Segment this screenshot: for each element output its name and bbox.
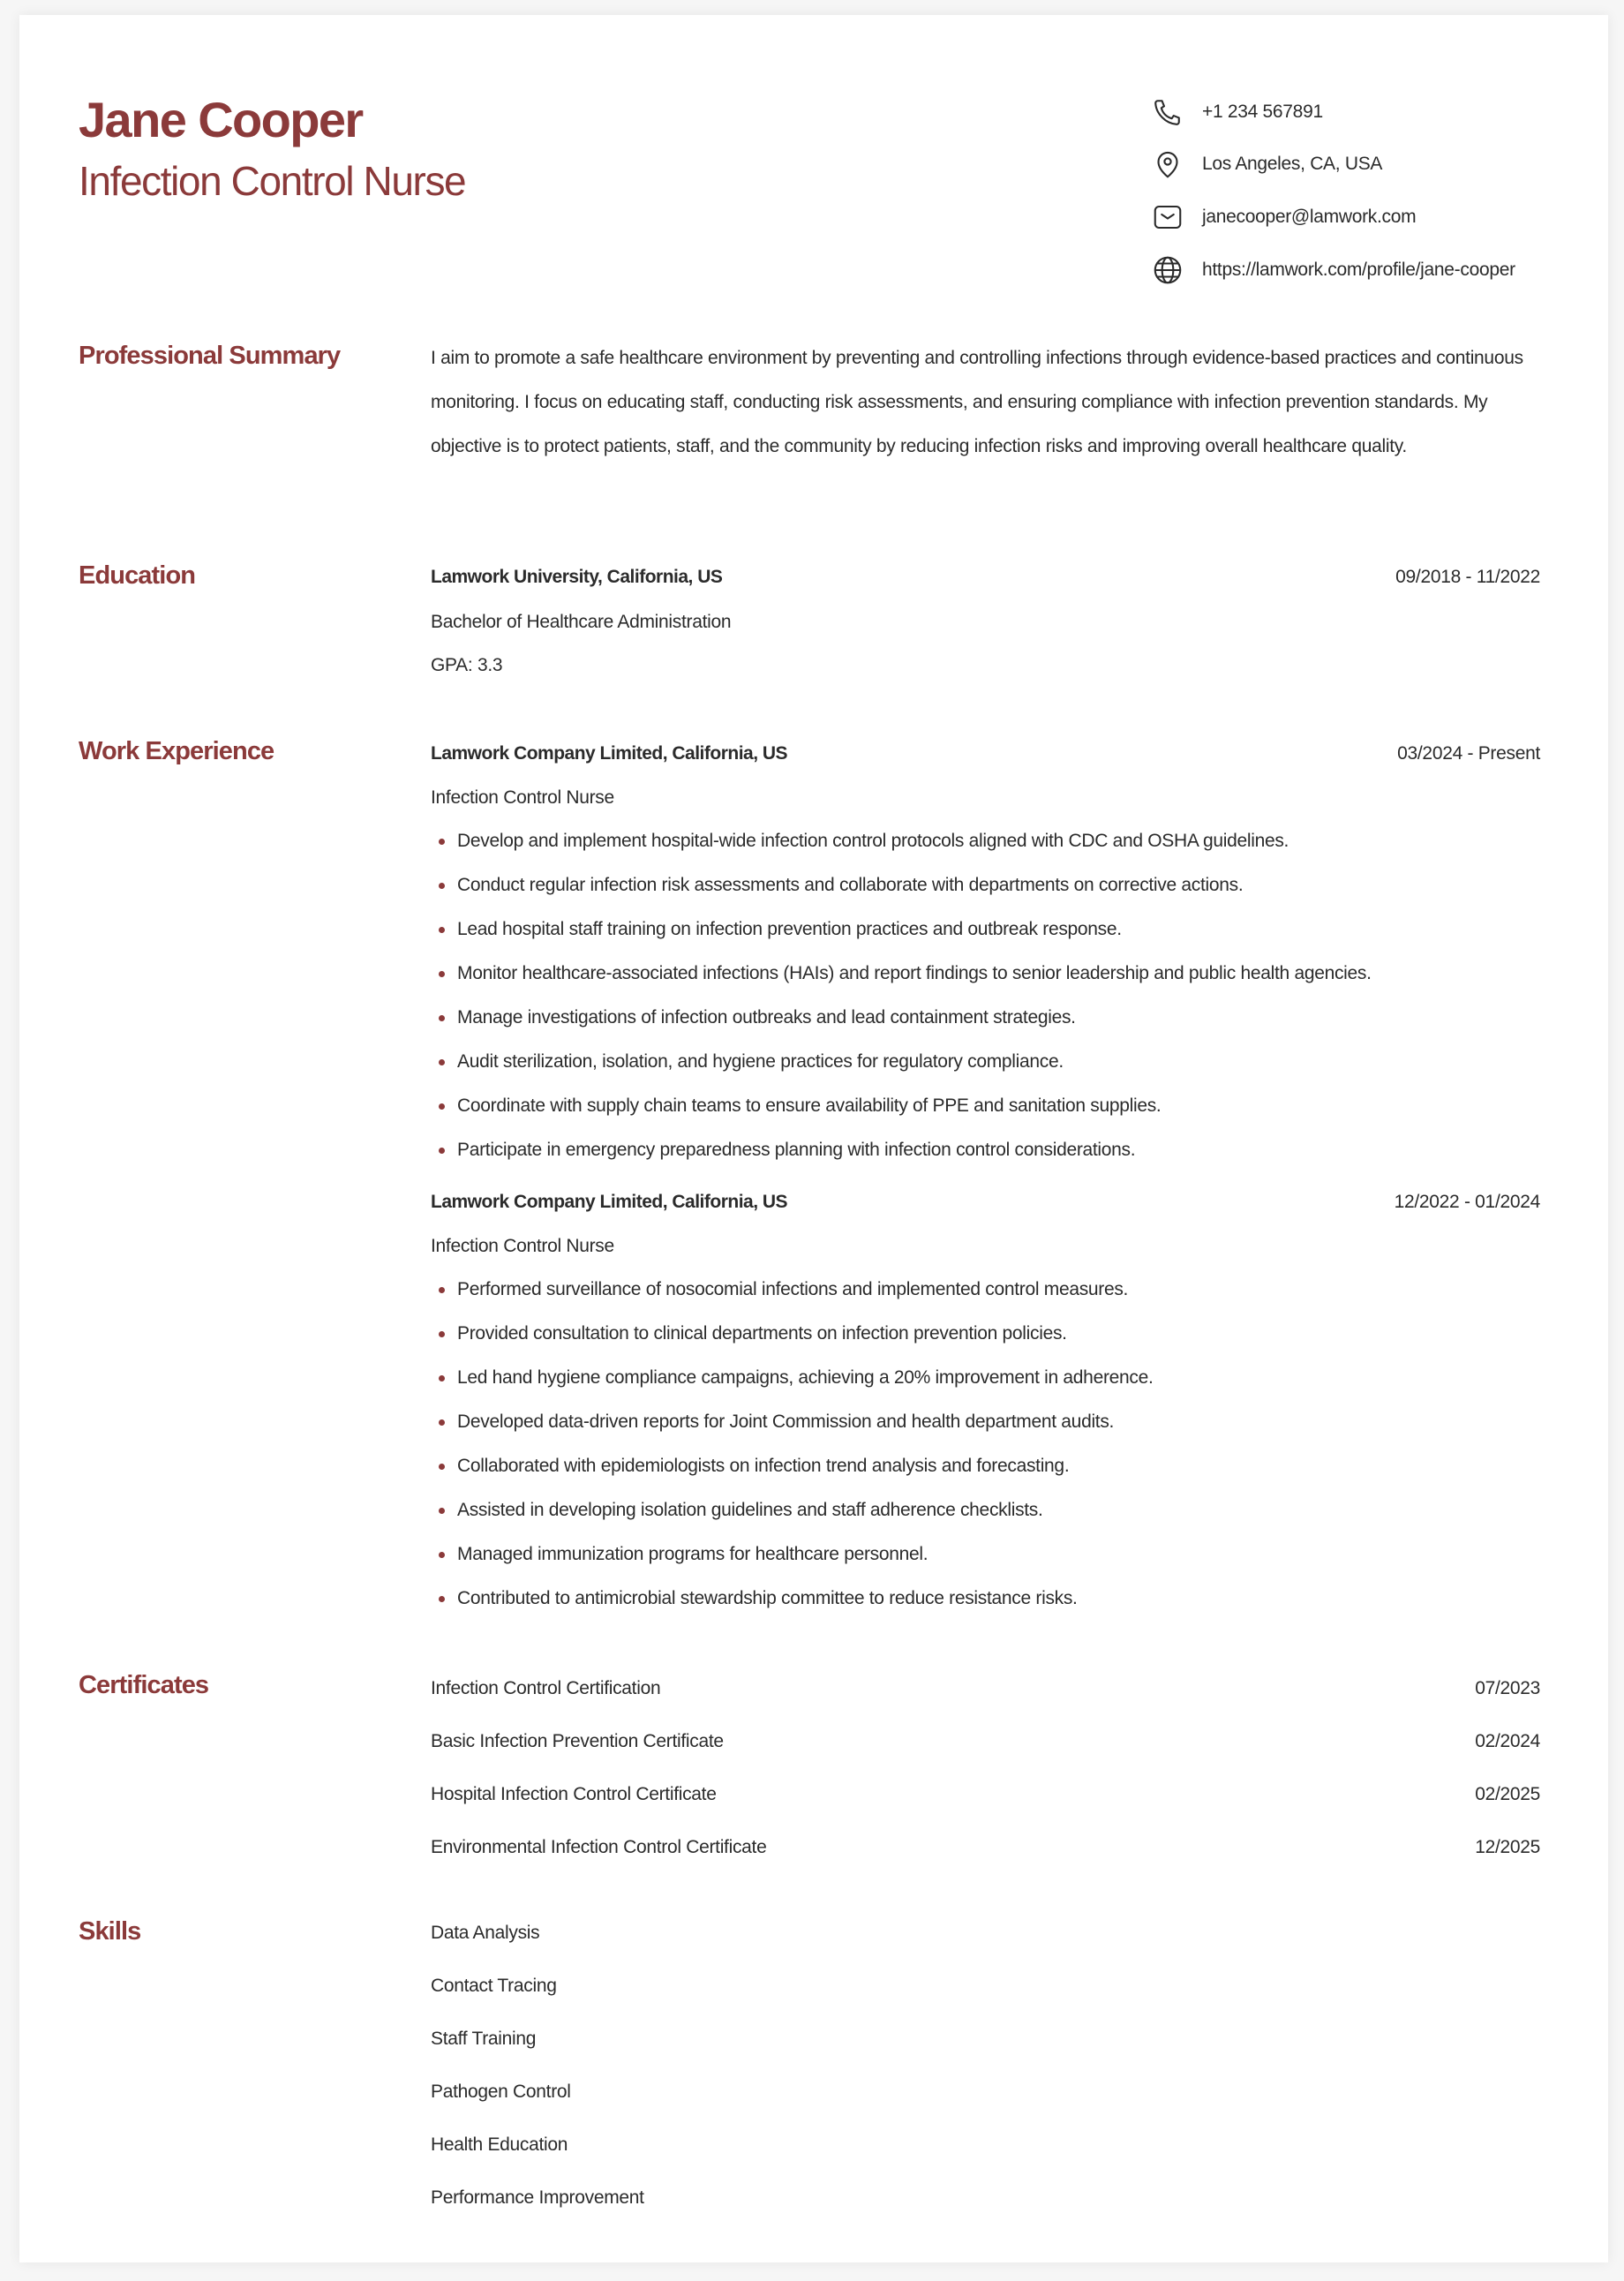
bullet-dot xyxy=(439,839,445,845)
job-position: Infection Control Nurse xyxy=(431,787,614,808)
summary-text: I aim to promote a safe healthcare environment by preventing and controlling infections through evidence-based practices and continuous monitoring. I focus on educating staff, conducting risk assessments, and ensuring compliance with infection prevention standards. My objective is to protect patients, staff, and the community by reducing infection risks and improving overall healthcare quality. xyxy=(431,348,1523,456)
bullet-dot xyxy=(439,1596,445,1602)
job-bullet-text: Participate in emergency preparedness planning with infection control considerations. xyxy=(457,1140,1136,1160)
skill-item: Staff Training xyxy=(431,2029,537,2049)
phone-icon xyxy=(1152,96,1184,128)
contact-email xyxy=(1152,199,1416,235)
section-heading-work: Work Experience xyxy=(79,737,274,765)
skill-item: Pathogen Control xyxy=(431,2082,571,2102)
job-bullet xyxy=(431,1409,1114,1435)
job-bullet-text: Coordinate with supply chain teams to ensure availability of PPE and sanitation supplies. xyxy=(457,1095,1162,1116)
job-bullet xyxy=(431,1005,1076,1031)
contact-website xyxy=(1152,252,1515,288)
job-bullet-text: Monitor healthcare-associated infections (HAIs) and report findings to senior leadership and public health agencies. xyxy=(457,963,1372,983)
job-bullet xyxy=(431,828,1289,854)
job-bullet-text: Collaborated with epidemiologists on infection trend analysis and forecasting. xyxy=(457,1456,1070,1476)
bullet-dot xyxy=(439,1148,445,1154)
job-position: Infection Control Nurse xyxy=(431,1236,614,1256)
certificate-date: 07/2023 xyxy=(1475,1678,1540,1698)
skill-item: Contact Tracing xyxy=(431,1976,557,1996)
candidate-title: Infection Control Nurse xyxy=(79,158,466,204)
job-bullet xyxy=(431,1137,1135,1163)
job-company: Lamwork Company Limited, California, US xyxy=(431,743,788,764)
section-heading-skills: Skills xyxy=(79,1917,141,1946)
job-bullet-text: Assisted in developing isolation guidelines and staff adherence checklists. xyxy=(457,1500,1043,1520)
contact-location xyxy=(1152,147,1382,182)
contact-location-text: Los Angeles, CA, USA xyxy=(1202,154,1383,174)
bullet-dot xyxy=(439,1103,445,1110)
bullet-dot xyxy=(439,927,445,933)
bullet-dot xyxy=(439,1375,445,1381)
job-bullet xyxy=(431,1453,1069,1479)
certificate-name: Environmental Infection Control Certificate xyxy=(431,1837,767,1857)
skill-item: Performance Improvement xyxy=(431,2187,644,2208)
bullet-dot xyxy=(439,1059,445,1065)
job-bullet xyxy=(431,1049,1064,1075)
job-company: Lamwork Company Limited, California, US xyxy=(431,1192,788,1212)
bullet-dot xyxy=(439,883,445,889)
job-bullet xyxy=(431,1276,1128,1303)
bullet-dot xyxy=(439,1552,445,1558)
bullet-dot xyxy=(439,1508,445,1514)
bullet-dot xyxy=(439,1287,445,1293)
certificate-date: 02/2025 xyxy=(1475,1784,1540,1804)
certificate-name: Basic Infection Prevention Certificate xyxy=(431,1731,724,1751)
bullet-dot xyxy=(439,1419,445,1426)
education-degree: Bachelor of Healthcare Administration xyxy=(431,612,732,632)
bullet-dot xyxy=(439,971,445,977)
education-dates: 09/2018 - 11/2022 xyxy=(1395,567,1540,587)
contact-phone-text: +1 234 567891 xyxy=(1202,102,1323,122)
location-pin-icon xyxy=(1152,148,1184,180)
job-bullet-text: Develop and implement hospital-wide infection control protocols aligned with CDC and OSHA guidelines. xyxy=(457,831,1289,851)
job-bullet-text: Led hand hygiene compliance campaigns, achieving a 20% improvement in adherence. xyxy=(457,1367,1154,1388)
education-school: Lamwork University, California, US xyxy=(431,567,723,587)
job-bullet xyxy=(431,872,1243,899)
job-bullet xyxy=(431,916,1122,943)
job-bullet-text: Conduct regular infection risk assessments and collaborate with departments on corrective actions. xyxy=(457,875,1244,895)
section-heading-summary: Professional Summary xyxy=(79,342,341,370)
job-bullet-text: Provided consultation to clinical departments on infection prevention policies. xyxy=(457,1323,1067,1344)
certificate-date: 12/2025 xyxy=(1475,1837,1540,1857)
education-gpa: GPA: 3.3 xyxy=(431,655,503,675)
job-bullet-text: Manage investigations of infection outbreaks and lead containment strategies. xyxy=(457,1007,1076,1028)
contact-phone xyxy=(1152,94,1323,130)
bullet-dot xyxy=(439,1331,445,1337)
job-bullet-text: Managed immunization programs for healthcare personnel. xyxy=(457,1544,929,1564)
certificate-name: Infection Control Certification xyxy=(431,1678,661,1698)
job-bullet-text: Contributed to antimicrobial stewardship committee to reduce resistance risks. xyxy=(457,1588,1078,1608)
job-bullet xyxy=(431,1093,1161,1119)
section-heading-education: Education xyxy=(79,561,196,590)
job-dates: 12/2022 - 01/2024 xyxy=(1394,1192,1540,1212)
job-dates: 03/2024 - Present xyxy=(1397,743,1540,764)
skill-item: Data Analysis xyxy=(431,1923,540,1943)
job-bullet xyxy=(431,1497,1043,1524)
skill-item: Health Education xyxy=(431,2134,568,2155)
contact-email-text[interactable]: janecooper@lamwork.com xyxy=(1202,207,1417,227)
contact-website-text[interactable]: https://lamwork.com/profile/jane-cooper xyxy=(1202,260,1515,280)
job-bullet xyxy=(431,1541,928,1568)
job-bullet-text: Lead hospital staff training on infection prevention practices and outbreak response. xyxy=(457,919,1122,939)
certificate-date: 02/2024 xyxy=(1475,1731,1540,1751)
resume-page xyxy=(19,15,1608,2262)
job-bullet xyxy=(431,1585,1078,1612)
job-bullet xyxy=(431,1321,1067,1347)
job-bullet xyxy=(431,960,1372,987)
bullet-dot xyxy=(439,1015,445,1021)
job-bullet-text: Performed surveillance of nosocomial infections and implemented control measures. xyxy=(457,1279,1129,1299)
section-heading-certificates: Certificates xyxy=(79,1671,209,1699)
job-bullet-text: Audit sterilization, isolation, and hygiene practices for regulatory compliance. xyxy=(457,1051,1064,1072)
mail-icon xyxy=(1152,201,1184,233)
job-bullet xyxy=(431,1365,1154,1391)
certificate-name: Hospital Infection Control Certificate xyxy=(431,1784,717,1804)
globe-icon xyxy=(1152,254,1184,286)
bullet-dot xyxy=(439,1464,445,1470)
job-bullet-text: Developed data-driven reports for Joint Commission and health department audits. xyxy=(457,1412,1115,1432)
candidate-name: Jane Cooper xyxy=(79,92,363,147)
